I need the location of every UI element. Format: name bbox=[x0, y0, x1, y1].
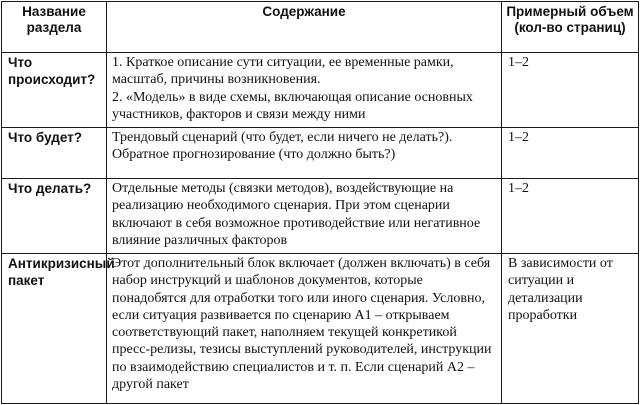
volume-cell bbox=[502, 179, 639, 254]
section-cell bbox=[2, 254, 115, 404]
content-paragraph: 2. «Модель» в виде схемы, включающая описание основных участников, факторов и связи между ними bbox=[112, 89, 473, 122]
header-volume-label: Примерный объем (кол-во страниц) bbox=[506, 4, 634, 35]
header-content bbox=[107, 2, 502, 53]
volume-value: 1–2 bbox=[508, 181, 529, 196]
content-cell bbox=[107, 179, 502, 254]
header-section-label: Название раздела bbox=[22, 4, 86, 35]
content-paragraph: Отдельные методы (связки методов), воздействующие на реализацию необходимого сценария. При этом сценарии включают в себя возможное противодействие или негативное влияние различных факторов bbox=[112, 181, 481, 248]
table-row bbox=[2, 254, 639, 404]
header-content-label: Содержание bbox=[262, 4, 346, 19]
content-cell bbox=[107, 254, 502, 404]
section-name: Что делать? bbox=[8, 181, 92, 196]
header-volume bbox=[502, 2, 639, 53]
header-section bbox=[2, 2, 107, 53]
table-row bbox=[2, 128, 639, 179]
volume-value: 1–2 bbox=[508, 55, 529, 70]
volume-cell bbox=[502, 254, 639, 404]
table-header-row bbox=[2, 2, 639, 53]
section-cell bbox=[2, 179, 107, 254]
content-paragraph: Трендовый сценарий (что будет, если ничего не делать?). Обратное прогнозирование (что должно быть?) bbox=[112, 130, 453, 163]
content-cell bbox=[107, 53, 502, 128]
content-paragraph: 1. Краткое описание сути ситуации, ее временные рамки, масштаб, причины возникновения. bbox=[112, 55, 454, 88]
section-cell bbox=[2, 128, 107, 179]
volume-value: 1–2 bbox=[508, 130, 529, 145]
section-name: Что будет? bbox=[8, 130, 83, 145]
volume-cell bbox=[502, 128, 639, 179]
table-row bbox=[2, 179, 639, 254]
section-name: Что происходит? bbox=[8, 55, 96, 87]
content-cell bbox=[107, 128, 502, 179]
volume-value: В зависимости от ситуации и детализации проработки bbox=[508, 256, 613, 323]
section-cell bbox=[2, 53, 107, 128]
content-paragraph: Этот дополнительный блок включает (должен включать) в себя набор инструкций и шаблонов документов, которые понадобятся для отработки того или иного сценария. Условно, если ситуация развивается по сценарию А1 – открываем соответствующий пакет, наполняем текущей конкретикой пресс-релизы, тезисы выступлений руководителей, инструкции по взаимодействию специалистов и т. п. Если сценарий А2 – другой пакет bbox=[112, 256, 492, 393]
sections-table bbox=[1, 1, 639, 404]
table-row bbox=[2, 53, 639, 128]
section-name: Антикризисный пакет bbox=[8, 256, 115, 288]
volume-cell bbox=[502, 53, 639, 128]
